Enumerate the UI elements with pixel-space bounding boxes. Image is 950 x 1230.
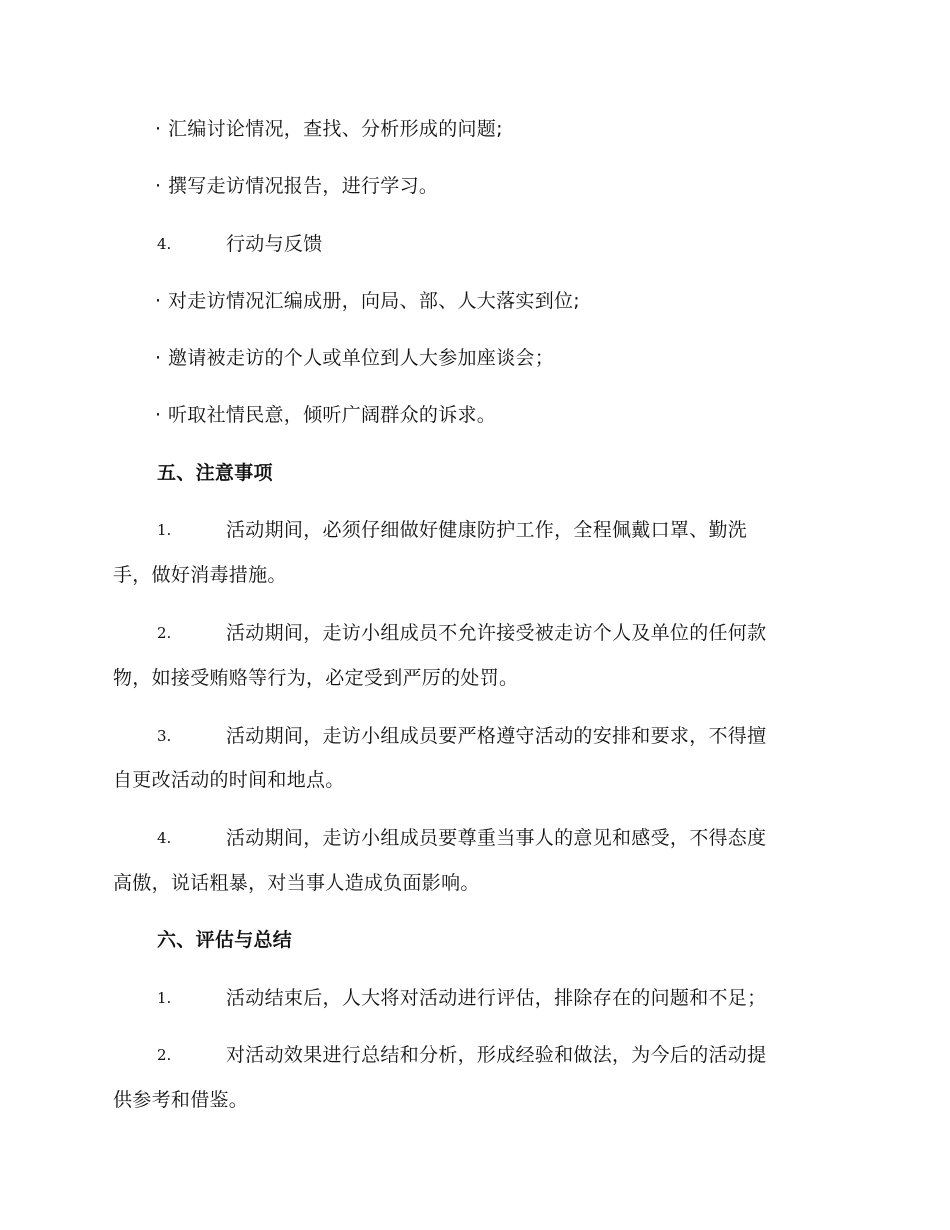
- bullet-item: [155, 403, 496, 427]
- bullet-item: [155, 117, 503, 141]
- list-item-continuation: 手，做好消毒措施。: [113, 564, 287, 586]
- bullet-mark: ·: [155, 118, 162, 140]
- bullet-mark: ·: [155, 290, 162, 312]
- list-number: 4.: [157, 235, 172, 253]
- bullet-text: 汇编讨论情况，查找、分析形成的问题;: [168, 118, 503, 140]
- bullet-text: 邀请被走访的个人或单位到人大参加座谈会；: [168, 347, 555, 369]
- list-item-text: 对活动效果进行总结和分析，形成经验和做法，为今后的活动提: [226, 1044, 767, 1066]
- bullet-text: 对走访情况汇编成册，向局、部、人大落实到位;: [168, 290, 581, 312]
- list-number: 2.: [157, 624, 172, 642]
- bullet-item: [155, 289, 580, 313]
- list-item-text: 行动与反馈: [226, 233, 323, 255]
- list-item-continuation: 自更改活动的时间和地点。: [113, 769, 345, 791]
- bullet-mark: ·: [155, 175, 162, 197]
- list-item-text: 活动期间，走访小组成员要尊重当事人的意见和感受，不得态度: [226, 827, 767, 849]
- list-item-text: 活动期间，走访小组成员不允许接受被走访个人及单位的任何款: [226, 622, 767, 644]
- bullet-mark: ·: [155, 347, 162, 369]
- bullet-text: 听取社情民意，倾听广阔群众的诉求。: [168, 404, 497, 426]
- list-item-continuation: 物，如接受贿赂等行为，必定受到严厉的处罚。: [113, 667, 519, 689]
- bullet-item: [155, 346, 554, 370]
- list-item-text: 活动期间，走访小组成员要严格遵守活动的安排和要求，不得擅: [226, 725, 767, 747]
- list-number: 1.: [157, 521, 172, 539]
- section-heading: 五、注意事项: [157, 462, 273, 484]
- bullet-item: [155, 174, 438, 198]
- list-number: 1.: [157, 989, 172, 1007]
- list-item-text: 活动结束后，人大将对活动进行评估，排除存在的问题和不足；: [226, 987, 767, 1009]
- list-number: 4.: [157, 829, 172, 847]
- list-item-text: 活动期间，必须仔细做好健康防护工作，全程佩戴口罩、勤洗: [226, 519, 748, 541]
- section-heading: 六、评估与总结: [157, 929, 293, 951]
- bullet-mark: ·: [155, 404, 162, 426]
- bullet-text: 撰写走访情况报告，进行学习。: [168, 175, 439, 197]
- list-item-continuation: 高傲，说话粗暴，对当事人造成负面影响。: [113, 872, 480, 894]
- list-number: 2.: [157, 1046, 172, 1064]
- list-number: 3.: [157, 727, 172, 745]
- list-item-continuation: 供参考和借鉴。: [113, 1089, 249, 1111]
